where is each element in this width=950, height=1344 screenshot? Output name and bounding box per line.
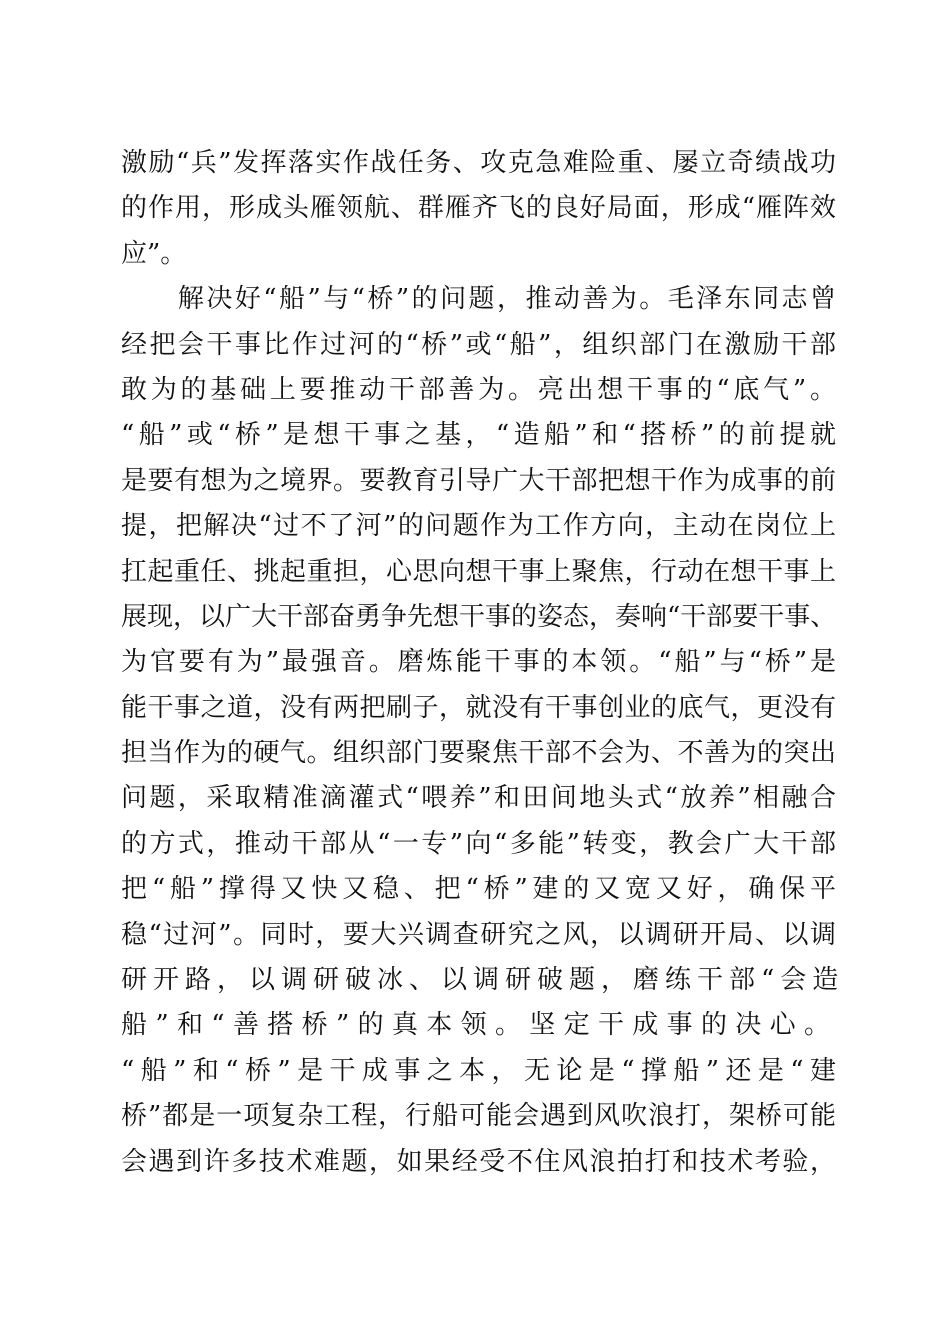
text-line: 激励“兵”发挥落实作战任务、攻克急难险重、屡立奇绩战功 — [121, 148, 836, 178]
text-line: 稳“过河”。同时，要大兴调查研究之风，以调研开局、以调 — [121, 919, 836, 950]
text-line: 展现，以广大干部奋勇争先想干事的姿态，奏响“干部要干事、 — [121, 601, 837, 632]
text-line: 担当作为的硬气。组织部门要聚焦干部不会为、不善为的突出 — [121, 738, 836, 769]
text-line: 会遇到许多技术难题，如果经受不住风浪拍打和技术考验， — [121, 1146, 836, 1177]
text-line: “船”和“桥”是干成事之本，无论是“撑船”还是“建 — [121, 1055, 836, 1086]
text-line: 把“船”撑得又快又稳、把“桥”建的又宽又好，确保平 — [121, 874, 836, 905]
text-line: 经把会干事比作过河的“桥”或“船”，组织部门在激励干部 — [121, 329, 836, 360]
text-line: “船”或“桥”是想干事之基，“造船”和“搭桥”的前提就 — [121, 420, 836, 451]
text-line: 为官要有为”最强音。磨炼能干事的本领。“船”与“桥”是 — [121, 647, 836, 678]
body-text — [121, 141, 845, 1185]
text-line: 敢为的基础上要推动干部善为。亮出想干事的“底气”。 — [121, 374, 836, 405]
text-line: 桥”都是一项复杂工程，行船可能会遇到风吹浪打，架桥可能 — [121, 1101, 836, 1132]
text-line: 应”。 — [121, 238, 187, 269]
text-line: 扛起重任、挑起重担，心思向想干事上聚焦，行动在想干事上 — [121, 556, 836, 587]
text-line: 是要有想为之境界。要教育引导广大干部把想干作为成事的前 — [121, 465, 836, 496]
text-line: 研开路，以调研破冰、以调研破题，磨练干部“会造 — [121, 965, 845, 996]
text-line: 提，把解决“过不了河”的问题作为工作方向，主动在岗位上 — [121, 511, 836, 542]
text-line: 问题，采取精准滴灌式“喂养”和田间地头式“放养”相融合 — [121, 783, 836, 814]
text-line: 的方式，推动干部从“一专”向“多能”转变，教会广大干部 — [121, 828, 836, 859]
text-line: 解决好“船”与“桥”的问题，推动善为。毛泽东同志曾 — [121, 284, 836, 315]
text-line: 的作用，形成头雁领航、群雁齐飞的良好局面，形成“雁阵效 — [121, 193, 836, 224]
text-line: 船”和“善搭桥”的真本领。坚定干成事的决心。 — [121, 1010, 836, 1041]
text-line: 能干事之道，没有两把刷子，就没有干事创业的底气，更没有 — [121, 692, 836, 723]
